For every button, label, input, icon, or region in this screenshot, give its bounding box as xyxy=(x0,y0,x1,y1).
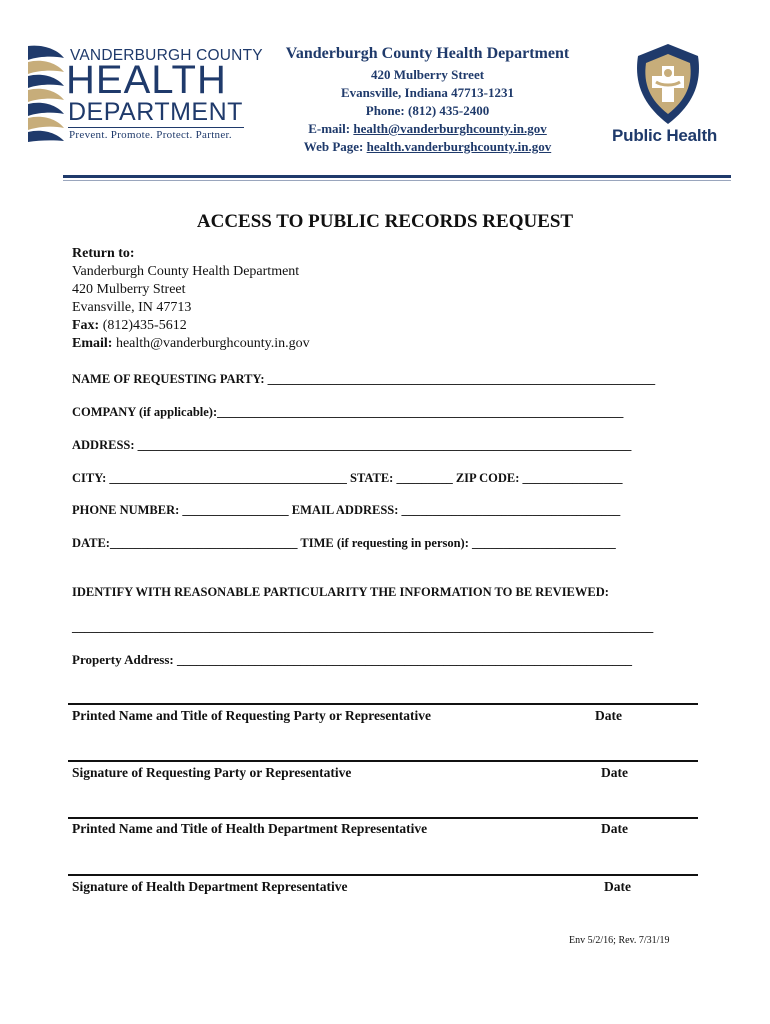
return-to-street: 420 Mulberry Street xyxy=(72,282,186,297)
email-link[interactable]: health@vanderburghcounty.in.gov xyxy=(353,121,547,136)
wave-ribbon-icon xyxy=(24,42,70,142)
company-field[interactable]: COMPANY (if applicable):_________________________________________________________________ xyxy=(72,405,624,419)
signature-date: Date xyxy=(604,879,631,894)
logo-health-text: HEALTH xyxy=(66,58,227,102)
webpage-link[interactable]: health.vanderburghcounty.in.gov xyxy=(366,139,552,154)
return-to-fax: Fax: (812)435-5612 xyxy=(72,318,187,333)
signature-line[interactable] xyxy=(68,760,698,762)
public-health-wordmark: Public Health xyxy=(612,126,718,145)
logo-county-text: VANDERBURGH COUNTY xyxy=(70,47,263,64)
header-divider xyxy=(63,175,731,178)
signature-date: Date xyxy=(595,708,622,723)
date-time-field[interactable]: DATE:______________________________ TIME (if requesting in person): _______________________ xyxy=(72,536,616,550)
name-field[interactable]: NAME OF REQUESTING PARTY: ______________________________________________________________ xyxy=(72,372,656,386)
address-field[interactable]: ADDRESS: _______________________________________________________________________________ xyxy=(72,438,632,452)
signature-label: Signature of Requesting Party or Representative xyxy=(72,765,352,780)
revision-note: Env 5/2/16; Rev. 7/31/19 xyxy=(569,935,670,946)
signature-line[interactable] xyxy=(68,817,698,819)
signature-date: Date xyxy=(601,821,628,836)
phone-email-field[interactable]: PHONE NUMBER: _________________ EMAIL ADDRESS: ___________________________________ xyxy=(72,503,621,517)
header-divider-thin xyxy=(63,180,731,181)
form-title: ACCESS TO PUBLIC RECORDS REQUEST xyxy=(196,211,574,232)
org-email xyxy=(250,121,605,137)
signature-line[interactable] xyxy=(68,874,698,876)
org-city: Evansville, Indiana 47713-1231 xyxy=(340,85,514,100)
return-to-city: Evansville, IN 47713 xyxy=(72,300,192,315)
logo-department-text: DEPARTMENT xyxy=(68,98,243,126)
return-to-org: Vanderburgh County Health Department xyxy=(72,264,300,279)
shield-cross-icon xyxy=(628,42,708,128)
identify-blank-line[interactable]: _____________________________________________________________________________________________ xyxy=(72,620,654,634)
signature-label: Printed Name and Title of Requesting Party or Representative xyxy=(72,708,431,723)
org-phone: Phone: (812) 435-2400 xyxy=(365,103,490,118)
org-street: 420 Mulberry Street xyxy=(370,67,485,82)
city-state-zip-field[interactable]: CITY: ______________________________________ STATE: _________ ZIP CODE: ________________ xyxy=(72,471,623,485)
return-to-label: Return to: xyxy=(72,246,135,261)
signature-label: Printed Name and Title of Health Department Representative xyxy=(72,821,428,836)
logo-tagline: Prevent. Promote. Protect. Partner. xyxy=(69,129,232,141)
return-to-email: Email: health@vanderburghcounty.in.gov xyxy=(72,336,310,351)
public-health-logo xyxy=(628,42,708,132)
signature-label: Signature of Health Department Representative xyxy=(72,879,348,894)
property-address-field[interactable]: Property Address: ______________________________________________________________________ xyxy=(72,652,632,667)
signature-line[interactable] xyxy=(68,703,698,705)
logo-divider xyxy=(68,127,244,128)
identify-heading: IDENTIFY WITH REASONABLE PARTICULARITY THE INFORMATION TO BE REVIEWED: xyxy=(72,585,609,599)
webpage-label: Web Page: xyxy=(303,139,367,154)
org-name: Vanderburgh County Health Department xyxy=(285,45,570,62)
email-label: E-mail: xyxy=(308,121,354,136)
signature-date: Date xyxy=(601,765,628,780)
org-webpage xyxy=(250,139,605,155)
